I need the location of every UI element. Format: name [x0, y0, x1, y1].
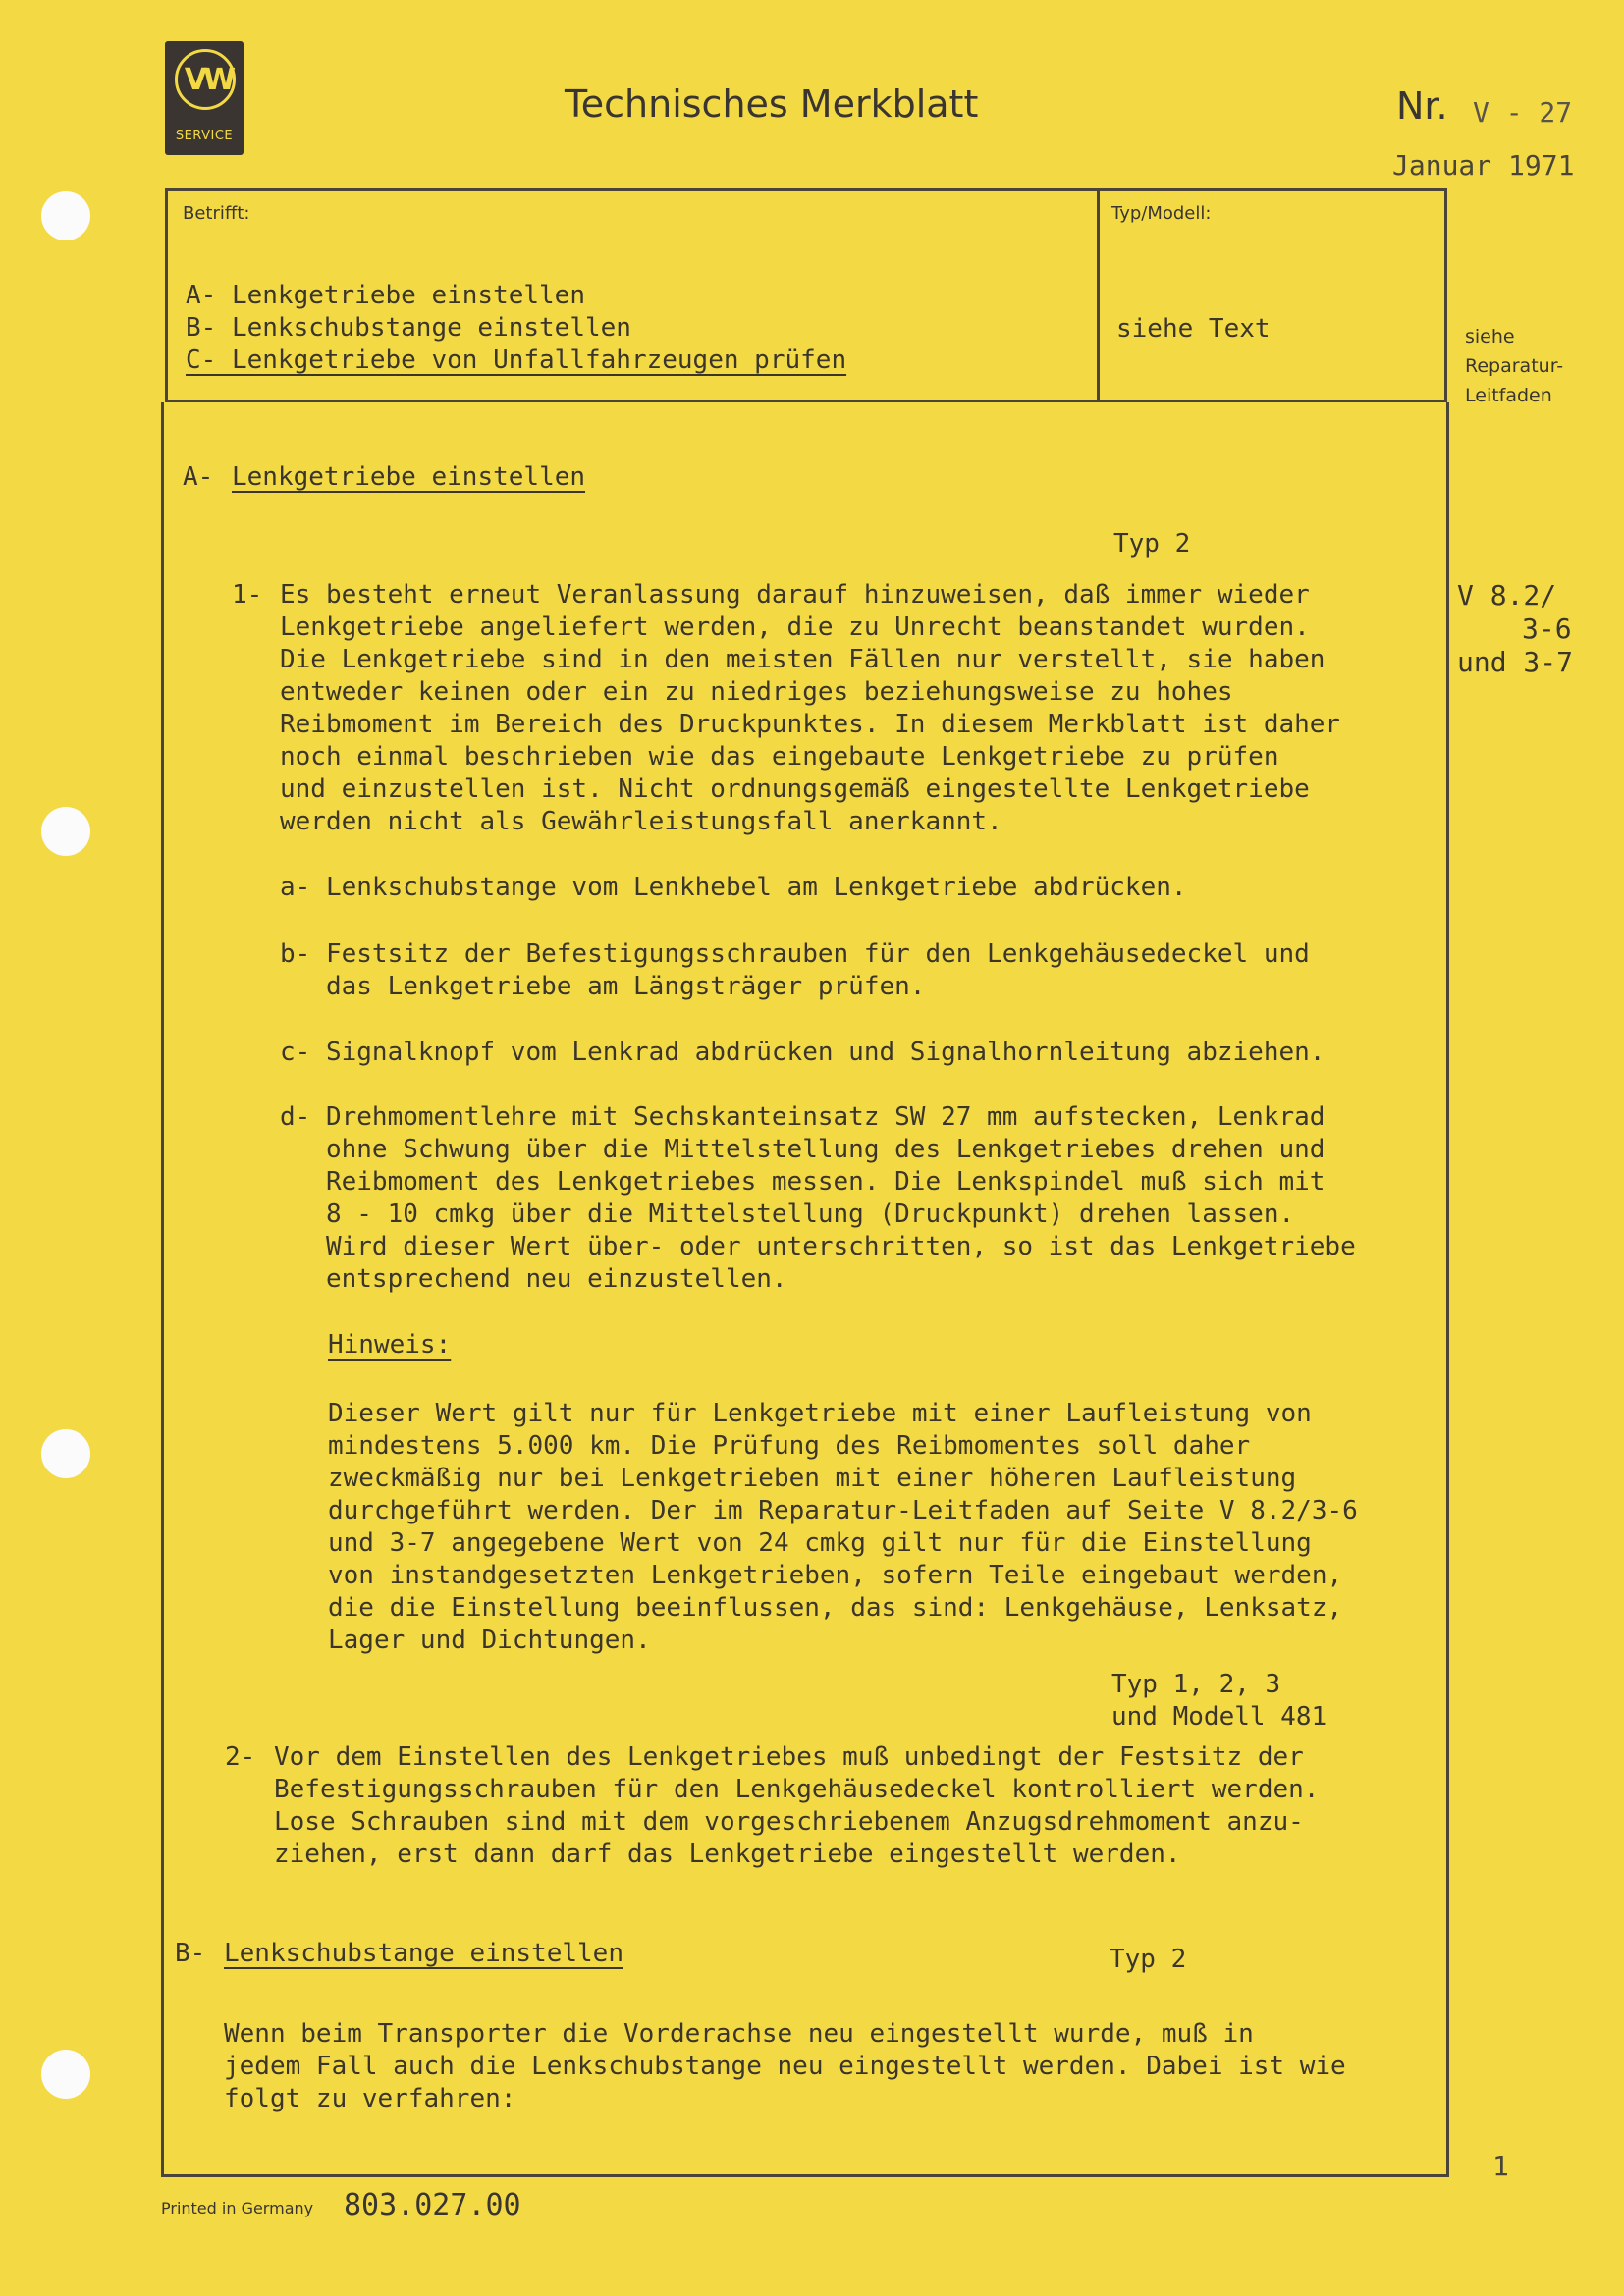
hinweis-text: Dieser Wert gilt nur für Lenkgetriebe mit einer Laufleistung von mindestens 5.000 km. Die Prüfung des Reibmomentes soll daher zweckmäßig nur bei Lenkgetrieben mit einer höheren Laufleistung durchgeführt werden. Der im Reparatur-Leitfaden auf Seite V 8.2/3-6 und 3-7 angegebene Wert von 24 cmkg gilt nur für die Einstellung von instandgesetzten Lenkgetrieben, sofern Teile eingebaut werden, die die Einstellung beeinflussen, das sind: Lenkgehäuse, Lenksatz, Lager und Dichtungen. — [328, 1399, 1358, 1655]
repair-guide-ref: siehe Reparatur- Leitfaden — [1465, 326, 1564, 406]
typ-1-2-3-note: Typ 1, 2, 3 und Modell 481 — [1111, 1670, 1327, 1732]
p2-number: 2- — [225, 1742, 256, 1772]
box-divider — [1097, 191, 1100, 400]
section-b-prefix: B- — [175, 1939, 221, 1968]
vw-service-logo — [165, 41, 244, 155]
hinweis-label: Hinweis: — [328, 1330, 452, 1360]
v-ref-line2: 3-6 — [1522, 613, 1572, 645]
p1-number: 1- — [232, 580, 263, 610]
punch-hole — [41, 191, 90, 240]
page-number: 1 — [1492, 2150, 1509, 2182]
typ-value: siehe Text — [1116, 314, 1271, 344]
section-b-heading: Lenkschubstange einstellen — [224, 1939, 623, 1968]
step-d: d- Drehmomentlehre mit Sechskanteinsatz SW 27 mm aufstecken, Lenkrad ohne Schwung über die Mittelstellung des Lenkgetriebes drehen und Reibmoment des Lenkgetriebes messen. Die Lenkspindel muß sich mit 8 - 10 cmkg über die Mittelstellung (Druckpunkt) drehen lassen. Wird dieser Wert über- oder unterschritten, so ist das Lenkgetriebe entsprechend neu einzustellen. — [280, 1102, 1356, 1294]
subject-item-a: A- Lenkgetriebe einstellen — [186, 281, 585, 310]
betrifft-label: Betrifft: — [183, 203, 250, 224]
logo-service-label: SERVICE — [175, 129, 234, 143]
nr-label: Nr. — [1396, 84, 1448, 128]
punch-hole — [41, 1429, 90, 1478]
subject-item-b: B- Lenkschubstange einstellen — [186, 313, 631, 343]
step-a: a- Lenkschubstange vom Lenkhebel am Lenkgetriebe abdrücken. — [280, 873, 1187, 902]
printed-in-germany: Printed in Germany — [161, 2199, 314, 2217]
section-b-typ: Typ 2 — [1110, 1945, 1187, 1974]
part-number: 803.027.00 — [344, 2188, 521, 2222]
issue-date: Januar 1971 — [1392, 149, 1575, 182]
v-ref-line1: V 8.2/ — [1457, 579, 1557, 612]
vw-logo-icon: VW — [184, 63, 233, 97]
nr-value: V - 27 — [1473, 96, 1573, 129]
section-a-prefix: A- — [183, 462, 229, 492]
typ-modell-label: Typ/Modell: — [1111, 203, 1212, 224]
section-a-typ: Typ 2 — [1113, 529, 1191, 559]
subject-item-c: C- Lenkgetriebe von Unfallfahrzeugen prüfen — [186, 346, 847, 375]
p1-text: Es besteht erneut Veranlassung darauf hinzuweisen, daß immer wieder Lenkgetriebe angeliefert werden, die zu Unrecht beanstandet wurden. Die Lenkgetriebe sind in den meisten Fällen nur verstellt, sie haben entweder keinen oder ein zu niedriges beziehungsweise zu hohes Reibmoment im Bereich des Druckpunktes. In diesem Merkblatt ist daher noch einmal beschrieben wie das eingebaute Lenkgetriebe zu prüfen und einzustellen ist. Nicht ordnungsgemäß eingestellte Lenkgetriebe werden nicht als Gewährleistungsfall anerkannt. — [280, 580, 1341, 836]
v-ref-line3: und 3-7 — [1457, 646, 1574, 678]
page-title: Technisches Merkblatt — [565, 82, 979, 126]
section-a-heading: Lenkgetriebe einstellen — [232, 462, 586, 492]
step-b: b- Festsitz der Befestigungsschrauben für den Lenkgehäusedeckel und das Lenkgetriebe am Längsträger prüfen. — [280, 939, 1310, 1001]
subject-box — [165, 188, 1447, 402]
punch-hole — [41, 2050, 90, 2099]
section-b-text: Wenn beim Transporter die Vorderachse neu eingestellt wurde, muß in jedem Fall auch die Lenkschubstange neu eingestellt werden. Dabei ist wie folgt zu verfahren: — [224, 2019, 1346, 2113]
step-c: c- Signalknopf vom Lenkrad abdrücken und Signalhornleitung abziehen. — [280, 1038, 1326, 1067]
punch-hole — [41, 807, 90, 856]
p2-text: Vor dem Einstellen des Lenkgetriebes muß unbedingt der Festsitz der Befestigungsschrauben für den Lenkgehäusedeckel kontrolliert werden. Lose Schrauben sind mit dem vorgeschriebenem Anzugsdrehmoment anzu- ziehen, erst dann darf das Lenkgetriebe eingestellt werden. — [274, 1742, 1320, 1869]
